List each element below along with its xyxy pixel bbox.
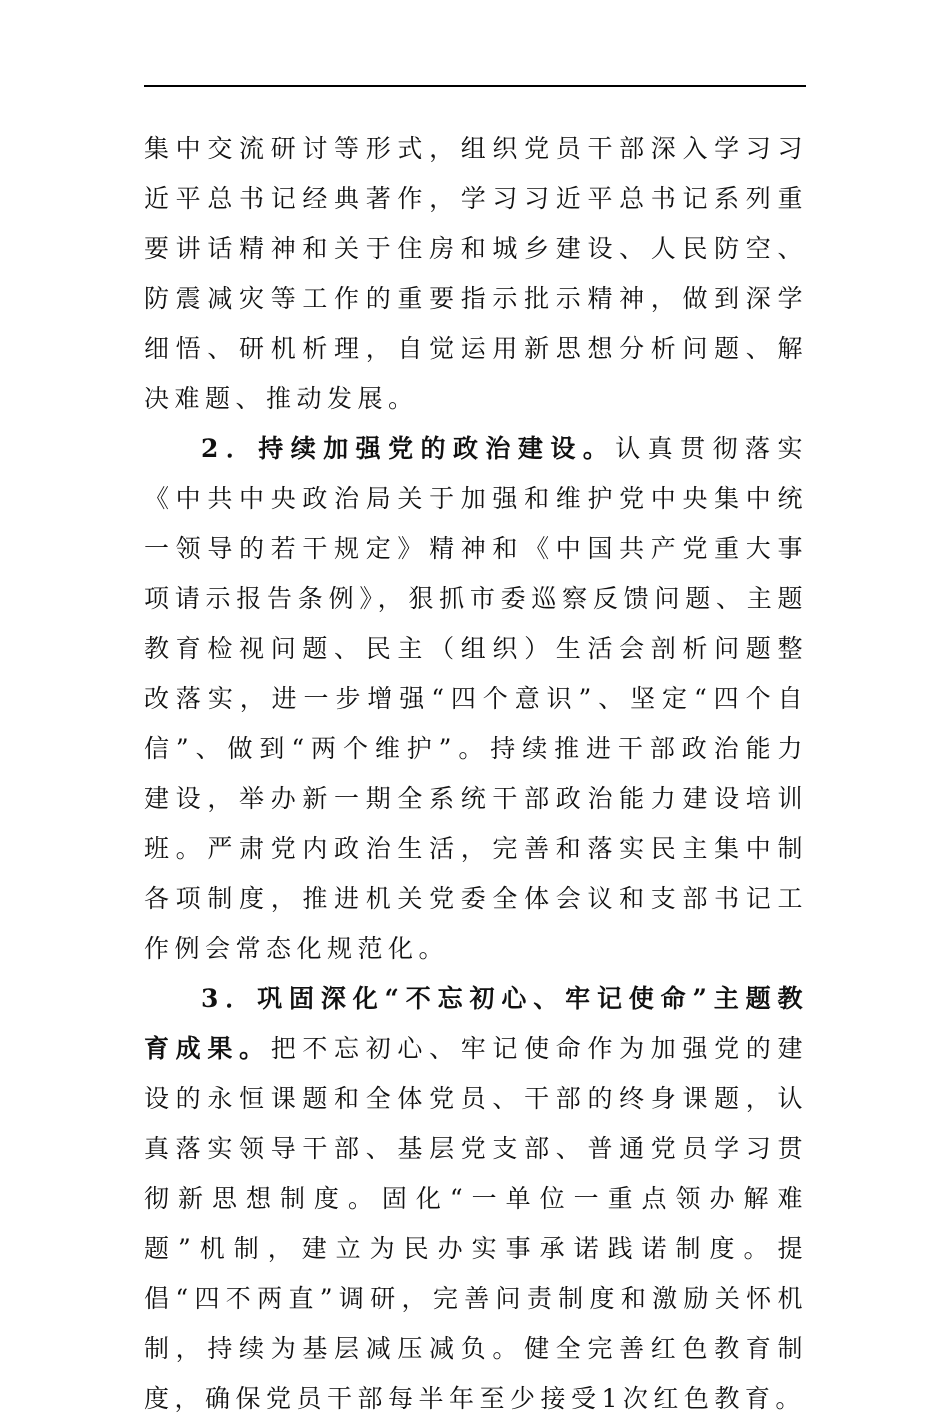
paragraph-political-building (144, 424, 808, 974)
header-rule (144, 85, 806, 87)
paragraph-continued (144, 124, 808, 424)
paragraph-text: 集中交流研讨等形式，组织党员干部深入学习习近平总书记经典著作，学习习近平总书记系列重要讲话精神和关于住房和城乡建设、人民防空、防震减灾等工作的重要指示批示精神，做到深学细悟、研机析理，自觉运用新思想分析问题、解决难题、推动发展。 (144, 134, 808, 413)
paragraph-heading: 2．持续加强党的政治建设。 (201, 434, 616, 463)
paragraph-text: 把不忘初心、牢记使命作为加强党的建设的永恒课题和全体党员、干部的终身课题，认真落实领导干部、基层党支部、普通党员学习贯彻新思想制度。固化“一单位一重点领办解难题”机制，建立为民办实事承诺践诺制度。提倡“四不两直”调研，完善问责制度和激励关怀机制，持续为基层减压减负。健全完善红色教育制度，确保党员干部每半年至少接受1次红色教育。 (144, 1034, 808, 1413)
paragraph-text: 认真贯彻落实《中共中央政治局关于加强和维护党中央集中统一领导的若干规定》精神和《中国共产党重大事项请示报告条例》，狠抓市委巡察反馈问题、主题教育检视问题、民主（组织）生活会剖析问题整改落实，进一步增强“四个意识”、坚定“四个自信”、做到“两个维护”。持续推进干部政治能力建设，举办新一期全系统干部政治能力建设培训班。严肃党内政治生活，完善和落实民主集中制各项制度，推进机关党委全体会议和支部书记工作例会常态化规范化。 (144, 434, 808, 963)
paragraph-heading: 3．巩固深化“不忘初心、牢记使命”主题教育成果。 (144, 984, 808, 1063)
paragraph-theme-education (144, 974, 808, 1424)
document-body (144, 124, 808, 1424)
